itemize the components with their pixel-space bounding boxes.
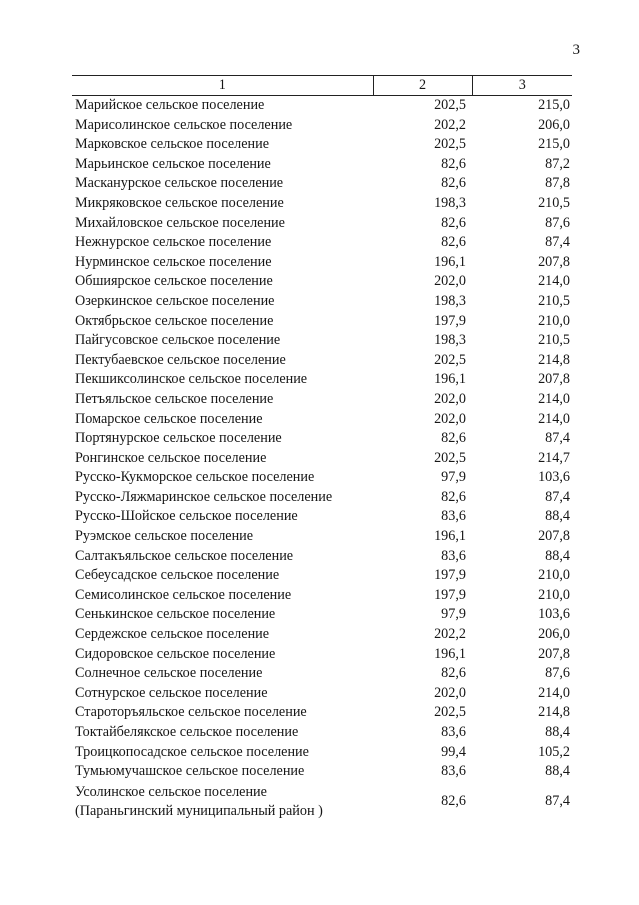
value-col-3: 214,8 bbox=[538, 704, 570, 721]
table-row bbox=[72, 410, 572, 430]
value-col-3: 214,8 bbox=[538, 351, 570, 368]
settlement-name-cell: Тумьюмучашское сельское поселение bbox=[75, 763, 305, 780]
value-col-2: 196,1 bbox=[434, 645, 466, 662]
table-row bbox=[72, 194, 572, 214]
table-row bbox=[72, 292, 572, 312]
value-col-3: 87,4 bbox=[545, 793, 570, 810]
table-row bbox=[72, 96, 572, 116]
settlement-name-note: (Параньгинский муниципальный район ) bbox=[75, 802, 323, 819]
value-col-2: 197,9 bbox=[434, 312, 466, 329]
settlement-name-cell: Токтайбелякское сельское поселение bbox=[75, 724, 299, 740]
value-col-2: 202,0 bbox=[434, 684, 466, 701]
table-row bbox=[72, 743, 572, 763]
settlement-name-cell: Себеусадское сельское поселение bbox=[75, 567, 280, 584]
table-row bbox=[72, 331, 572, 351]
value-col-3: 103,6 bbox=[538, 606, 570, 623]
value-col-3: 103,6 bbox=[538, 469, 570, 486]
settlement-name-cell: Троицкопосадское сельское поселение bbox=[75, 743, 309, 760]
value-col-3: 215,0 bbox=[538, 97, 570, 113]
value-col-3: 207,8 bbox=[538, 371, 570, 388]
settlement-name-cell: Обшиярское сельское поселение bbox=[75, 273, 273, 290]
table-row bbox=[72, 782, 572, 822]
table-row bbox=[72, 547, 572, 567]
table-body bbox=[72, 96, 572, 822]
value-col-2: 83,6 bbox=[441, 724, 466, 740]
table-row bbox=[72, 174, 572, 194]
value-col-2: 196,1 bbox=[434, 528, 466, 545]
value-col-2: 197,9 bbox=[434, 586, 466, 603]
table-row bbox=[72, 135, 572, 155]
table-row bbox=[72, 527, 572, 547]
value-col-3: 206,0 bbox=[538, 626, 570, 643]
settlement-name-cell bbox=[72, 782, 373, 822]
settlement-name-cell: Портянурское сельское поселение bbox=[75, 430, 282, 447]
column-header-1: 1 bbox=[72, 76, 373, 96]
value-col-2: 82,6 bbox=[441, 155, 466, 172]
table-row bbox=[72, 155, 572, 175]
settlement-name-cell: Семисолинское сельское поселение bbox=[75, 586, 292, 603]
value-col-3: 88,4 bbox=[545, 724, 570, 740]
value-col-2: 83,6 bbox=[441, 547, 466, 564]
value-col-3: 87,6 bbox=[545, 665, 570, 682]
value-col-3: 214,0 bbox=[538, 410, 570, 427]
page-number: 3 bbox=[572, 42, 580, 58]
value-col-3: 87,8 bbox=[545, 175, 570, 192]
settlement-name-cell: Марийское сельское поселение bbox=[75, 97, 265, 113]
settlement-name-cell: Октябрьское сельское поселение bbox=[75, 312, 274, 329]
table-row bbox=[72, 703, 572, 723]
table-row bbox=[72, 312, 572, 332]
settlement-name-cell: Марьинское сельское поселение bbox=[75, 155, 271, 172]
value-col-2: 82,6 bbox=[441, 488, 466, 505]
value-col-2: 196,1 bbox=[434, 371, 466, 388]
value-col-3: 88,4 bbox=[545, 547, 570, 564]
table-row bbox=[72, 605, 572, 625]
value-col-3: 87,2 bbox=[545, 155, 570, 172]
value-col-2: 198,3 bbox=[434, 292, 466, 309]
value-col-2: 82,6 bbox=[441, 234, 466, 251]
settlement-name-cell: Староторъяльское сельское поселение bbox=[75, 704, 307, 721]
value-col-2: 197,9 bbox=[434, 567, 466, 584]
value-col-3: 214,0 bbox=[538, 273, 570, 290]
settlement-name-cell: Нурминское сельское поселение bbox=[75, 253, 272, 270]
value-col-2: 82,6 bbox=[441, 430, 466, 447]
table-row bbox=[72, 762, 572, 782]
value-col-2: 198,3 bbox=[434, 332, 466, 349]
settlement-name-cell: Нежнурское сельское поселение bbox=[75, 234, 272, 251]
value-col-2: 196,1 bbox=[434, 253, 466, 270]
table-row bbox=[72, 566, 572, 586]
value-col-2: 82,6 bbox=[441, 793, 466, 810]
table-row bbox=[72, 645, 572, 665]
settlement-name-cell: Сердежское сельское поселение bbox=[75, 626, 270, 643]
settlement-name-cell: Марковское сельское поселение bbox=[75, 136, 270, 153]
settlement-name-cell: Сенькинское сельское поселение bbox=[75, 606, 276, 623]
value-col-3: 207,8 bbox=[538, 253, 570, 270]
table-row bbox=[72, 468, 572, 488]
settlement-name-cell: Русско-Шойское сельское поселение bbox=[75, 508, 298, 525]
value-col-2: 97,9 bbox=[441, 606, 466, 623]
column-header-2: 2 bbox=[373, 76, 472, 96]
settlement-name-cell: Сотнурское сельское поселение bbox=[75, 684, 268, 701]
value-col-3: 207,8 bbox=[538, 645, 570, 662]
settlement-name-cell: Пекшиксолинское сельское поселение bbox=[75, 371, 308, 388]
value-col-2: 202,2 bbox=[434, 116, 466, 133]
settlement-name-cell: Микряковское сельское поселение bbox=[75, 194, 284, 211]
table-row bbox=[72, 116, 572, 136]
table-row bbox=[72, 351, 572, 371]
table-row bbox=[72, 253, 572, 273]
value-col-3: 206,0 bbox=[538, 116, 570, 133]
settlement-name-cell: Пектубаевское сельское поселение bbox=[75, 351, 286, 368]
column-header-3: 3 bbox=[472, 76, 572, 96]
table-row bbox=[72, 586, 572, 606]
settlement-name-cell: Сидоровское сельское поселение bbox=[75, 645, 276, 662]
settlement-name-cell: Солнечное сельское поселение bbox=[75, 665, 263, 682]
data-table bbox=[72, 75, 572, 822]
table-row bbox=[72, 723, 572, 743]
value-col-2: 82,6 bbox=[441, 665, 466, 682]
value-col-2: 202,5 bbox=[434, 449, 466, 466]
value-col-3: 214,0 bbox=[538, 390, 570, 407]
settlement-name: Усолинское сельское поселение bbox=[75, 783, 267, 800]
settlement-name-cell: Петъяльское сельское поселение bbox=[75, 390, 274, 407]
table-row bbox=[72, 233, 572, 253]
table-row bbox=[72, 370, 572, 390]
value-col-3: 207,8 bbox=[538, 528, 570, 545]
settlement-name-cell: Руэмское сельское поселение bbox=[75, 528, 254, 545]
table-row bbox=[72, 664, 572, 684]
table-row bbox=[72, 429, 572, 449]
settlement-name-cell: Пайгусовское сельское поселение bbox=[75, 332, 281, 349]
table-row bbox=[72, 625, 572, 645]
value-col-2: 198,3 bbox=[434, 194, 466, 211]
value-col-2: 202,5 bbox=[434, 97, 466, 113]
settlement-name-cell: Михайловское сельское поселение bbox=[75, 214, 285, 231]
value-col-3: 215,0 bbox=[538, 136, 570, 153]
table-row bbox=[72, 684, 572, 704]
value-col-2: 82,6 bbox=[441, 175, 466, 192]
value-col-2: 202,0 bbox=[434, 273, 466, 290]
value-col-3: 210,5 bbox=[538, 332, 570, 349]
value-col-3: 214,0 bbox=[538, 684, 570, 701]
header-row bbox=[72, 76, 572, 96]
table-header bbox=[72, 76, 572, 96]
value-col-2: 83,6 bbox=[441, 508, 466, 525]
value-col-3: 87,6 bbox=[545, 214, 570, 231]
value-col-3: 210,0 bbox=[538, 567, 570, 584]
value-col-3: 87,4 bbox=[545, 430, 570, 447]
table-row bbox=[72, 507, 572, 527]
settlement-name-cell: Салтакъяльское сельское поселение bbox=[75, 547, 294, 564]
table-row bbox=[72, 214, 572, 234]
value-col-3: 87,4 bbox=[545, 234, 570, 251]
value-col-3: 214,7 bbox=[538, 449, 570, 466]
value-col-3: 210,0 bbox=[538, 312, 570, 329]
settlement-name-cell: Помарское сельское поселение bbox=[75, 410, 263, 427]
settlement-name-cell: Русско-Ляжмаринское сельское поселение bbox=[75, 488, 333, 505]
value-col-3: 105,2 bbox=[538, 743, 570, 760]
value-col-2: 202,0 bbox=[434, 410, 466, 427]
value-col-3: 210,5 bbox=[538, 194, 570, 211]
table-row bbox=[72, 488, 572, 508]
value-col-2: 83,6 bbox=[441, 763, 466, 780]
value-col-3: 210,0 bbox=[538, 586, 570, 603]
settlement-name-cell: Русско-Кукморское сельское поселение bbox=[75, 469, 315, 486]
value-col-2: 202,5 bbox=[434, 136, 466, 153]
value-col-3: 88,4 bbox=[545, 508, 570, 525]
table-row bbox=[72, 449, 572, 469]
value-col-2: 202,0 bbox=[434, 390, 466, 407]
value-col-3: 88,4 bbox=[545, 763, 570, 780]
table-row bbox=[72, 390, 572, 410]
value-col-2: 82,6 bbox=[441, 214, 466, 231]
value-col-2: 202,2 bbox=[434, 626, 466, 643]
settlement-name-cell: Масканурское сельское поселение bbox=[75, 175, 284, 192]
settlement-name-cell: Ронгинское сельское поселение bbox=[75, 449, 267, 466]
table-row bbox=[72, 272, 572, 292]
value-col-2: 97,9 bbox=[441, 469, 466, 486]
value-col-2: 202,5 bbox=[434, 704, 466, 721]
value-col-3: 87,4 bbox=[545, 488, 570, 505]
value-col-2: 202,5 bbox=[434, 351, 466, 368]
value-col-2: 99,4 bbox=[441, 743, 466, 760]
value-col-3: 210,5 bbox=[538, 292, 570, 309]
settlement-name-cell: Озеркинское сельское поселение bbox=[75, 292, 275, 309]
settlement-name-cell: Марисолинское сельское поселение bbox=[75, 116, 293, 133]
